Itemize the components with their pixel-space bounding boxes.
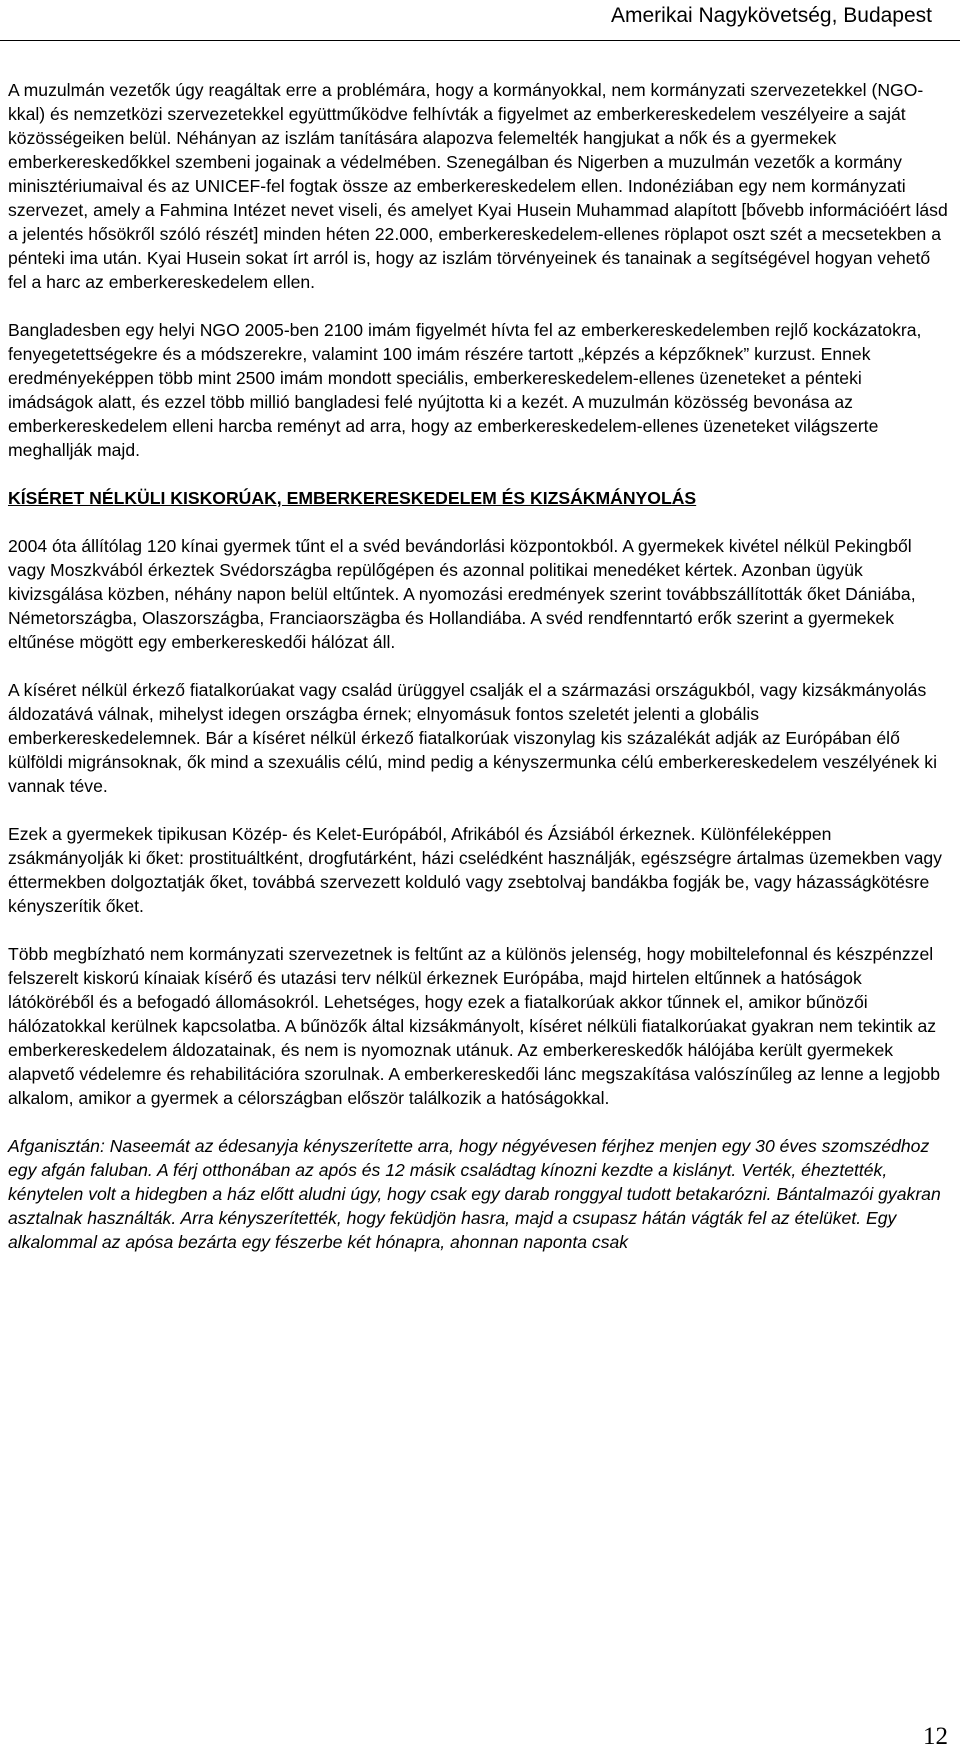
header-divider — [0, 40, 960, 41]
paragraph-bangladesh: Bangladesben egy helyi NGO 2005-ben 2100 imám figyelmét hívta fel az emberkereskedelemben rejlő kockázatokra, fenyegetettségekre és a módszerekre, valamint 100 imám részére tartott „képzés a képzőknek” kurzust. Ennek eredményeképpen több mint 2500 imám mondott speciális, emberkereskedelem-ellenes üzeneteket a pénteki imádságok alatt, és ezzel több millió bangladesi felé nyújtotta ki a kezét. A muzulmán közösség bevonása az emberkereskedelem elleni harcba reményt ad arra, hogy az emberkereskedelem-ellenes üzeneteket világszerte meghallják majd. — [8, 320, 922, 460]
paragraph-exploitation: Ezek a gyermekek tipikusan Közép- és Kelet-Európából, Afrikából és Ázsiából érkeznek. Különféleképpen zsákmányolják ki őket: prostituáltként, drogfutárként, házi cselédként használják, egészségre ártalmas üzemekben vagy éttermekben dolgoztatják őket, továbbá szervezett kolduló vagy zsebtolvaj bandákba fogják be, vagy házasságkötésre kényszerítik őket. — [8, 824, 942, 916]
paragraph-muslim-leaders: A muzulmán vezetők úgy reagáltak erre a problémára, hogy a kormányokkal, nem kormányzati szervezetekkel (NGO-kkal) és nemzetközi szervezetekkel együttműködve felhívták a figyelmet az emberkereskedelem veszélyeire a saját közösségeiken belül. Néhányan az iszlám tanítására alapozva felemelték hangjukat a nők és a gyermekek emberkereskedőkkel szembeni jogainak a védelmében. Szenegálban és Nigerben a muzulmán vezetők a kormány minisztériumaival és az UNICEF-fel fogtak össze az emberkereskedelem ellen. Indonéziában egy nem kormányzati szervezet, amely a Fahmina Intézet nevet viseli, és amelyet Kyai Husein Muhammad alapított [bővebb információért lásd a jelentés hősökről szóló részét] minden héten 22.000, emberkereskedelem-ellenes röplapot oszt szét a mecsetekben a pénteki ima után. Kyai Husein sokat írt arról is, hogy az iszlám törvényeinek és tanainak a segítségével hogyan vehető fel a harc az emberkereskedelem ellen. — [8, 80, 948, 292]
paragraph-unaccompanied-minors: A kíséret nélkül érkező fiatalkorúakat vagy család ürüggyel csalják el a származási országukból, vagy kizsákmányolás áldozatává válnak, mihelyst idegen országba érnek; elnyomásuk fontos szeletét jelenti a globális emberkereskedelemnek. Bár a kíséret nélkül érkező fiatalkorúak viszonylag kis százalékát adják az Európában élő külföldi migránsoknak, ők mind a szexuális célú, mind pedig a kényszermunka célú emberkereskedelem veszélyének ki vannak téve. — [8, 680, 937, 796]
paragraph-chinese-children: 2004 óta állítólag 120 kínai gyermek tűnt el a svéd bevándorlási központokból. A gyermekek kivétel nélkül Pekingből vagy Moszkvából érkeztek Svédországba repülőgépen és azonnal politikai menedéket kértek. Azonban ügyük kivizsgálása közben, néhány napon belül eltűntek. A nyomozási eredmények szerint továbbszállították őket Dániába, Németországba, Olaszországba, Franciaorszägba és Hollandiába. A svéd rendfenntartó erők szerint a gyermekek eltűnése mögött egy emberkereskedői hálózat áll. — [8, 536, 916, 652]
section-heading: KÍSÉRET NÉLKÜLI KISKORÚAK, EMBERKERESKEDELEM ÉS KIZSÁKMÁNYOLÁS — [8, 488, 697, 508]
paragraph-afghanistan-case: Afganisztán: Naseemát az édesanyja kényszerítette arra, hogy négyévesen férjhez menjen egy 30 éves szomszédhoz egy afgán faluban. A férj otthonában az após és 12 másik családtag kínozni kezdte a kislányt. Verték, éheztették, kénytelen volt a hidegben a ház előtt aludni úgy, hogy csak egy darab ronggyal tudott betakarózni. Bántalmazói gyakran asztalnak használták. Arra kényszerítették, hogy feküdjön hasra, majd a csupasz hátán vágták fel az ételüket. Egy alkalommal az apósa bezárta egy fészerbe két hónapra, ahonnan naponta csak — [8, 1136, 941, 1252]
document-body — [8, 78, 948, 1278]
page-number: 12 — [923, 1723, 948, 1750]
paragraph-ngo-observation: Több megbízható nem kormányzati szervezetnek is feltűnt az a különös jelenség, hogy mobiltelefonnal és készpénzzel felszerelt kiskorú kínaiak kísérő és utazási terv nélkül érkeznek Európába, majd hirtelen eltűnnek a hatóságok látóköréből és a befogadó állomásokról. Lehetséges, hogy ezek a fiatalkorúak akkor tűnnek el, amikor bűnözői hálózatokkal kerülnek kapcsolatba. A bűnözők által kizsákmányolt, kíséret nélküli fiatalkorúakat gyakran nem tekintik az emberkereskedelem áldozatainak, és nem is nyomoznak utánuk. Az emberkereskedők hálójába került gyermekek alapvető védelemre és rehabilitációra szorulnak. A emberkereskedői lánc megszakítása valószínűleg az lenne a legjobb alkalom, amikor a gyermek a célországban először találkozik a hatóságokkal. — [8, 944, 941, 1108]
page-header-title: Amerikai Nagykövetség, Budapest — [611, 4, 932, 27]
